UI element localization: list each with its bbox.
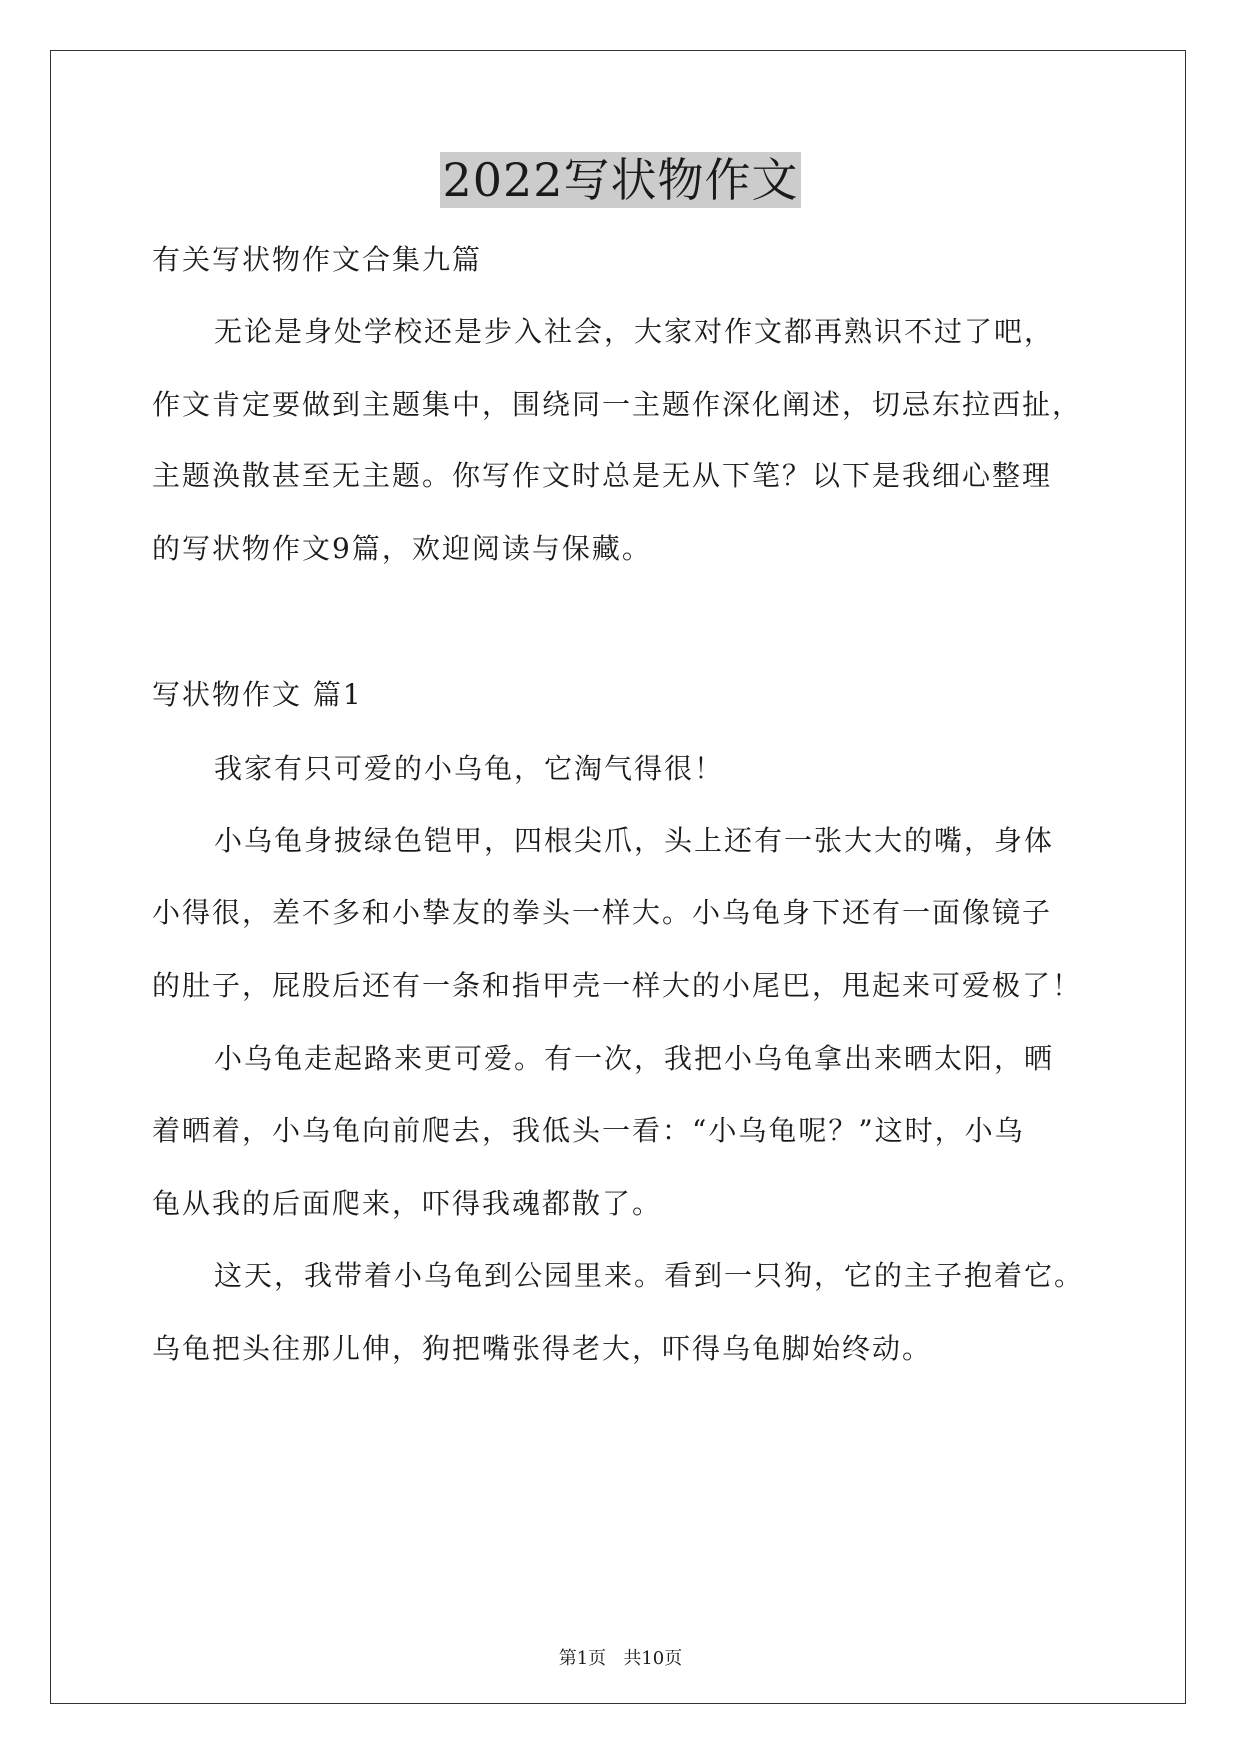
intro-line: 无论是身处学校还是步入社会，大家对作文都再熟识不过了吧，	[214, 315, 1055, 348]
body-line: 的肚子，屁股后还有一条和指甲壳一样大的小尾巴，甩起来可爱极了！	[152, 969, 1083, 1002]
document-title	[0, 152, 1241, 208]
body-line: 龟从我的后面爬来，吓得我魂都散了。	[152, 1187, 663, 1220]
document-subtitle: 有关写状物作文合集九篇	[152, 243, 483, 276]
intro-line: 作文肯定要做到主题集中，围绕同一主题作深化阐述，切忌东拉西扯，	[152, 388, 1083, 421]
body-line: 乌龟把头往那儿伸，狗把嘴张得老大，吓得乌龟脚始终动。	[152, 1332, 933, 1365]
page-number-footer: 第1页 共10页	[558, 1648, 683, 1669]
document-title-text: 2022写状物作文	[442, 153, 799, 207]
body-line: 我家有只可爱的小乌龟，它淘气得很！	[214, 752, 725, 785]
section-heading: 写状物作文 篇1	[152, 678, 363, 711]
intro-line: 主题涣散甚至无主题。你写作文时总是无从下笔？以下是我细心整理	[152, 459, 1053, 492]
body-line: 小得很，差不多和小挚友的拳头一样大。小乌龟身下还有一面像镜子	[152, 896, 1053, 929]
page-border	[50, 50, 1186, 1704]
intro-line: 的写状物作文9篇，欢迎阅读与保藏。	[152, 532, 652, 565]
body-line: 这天，我带着小乌龟到公园里来。看到一只狗，它的主子抱着它。	[214, 1259, 1085, 1292]
body-line: 小乌龟身披绿色铠甲，四根尖爪，头上还有一张大大的嘴，身体	[214, 824, 1055, 857]
body-line: 着晒着，小乌龟向前爬去，我低头一看：“小乌龟呢？”这时，小乌	[152, 1114, 1025, 1147]
body-line: 小乌龟走起路来更可爱。有一次，我把小乌龟拿出来晒太阳，晒	[214, 1042, 1055, 1075]
